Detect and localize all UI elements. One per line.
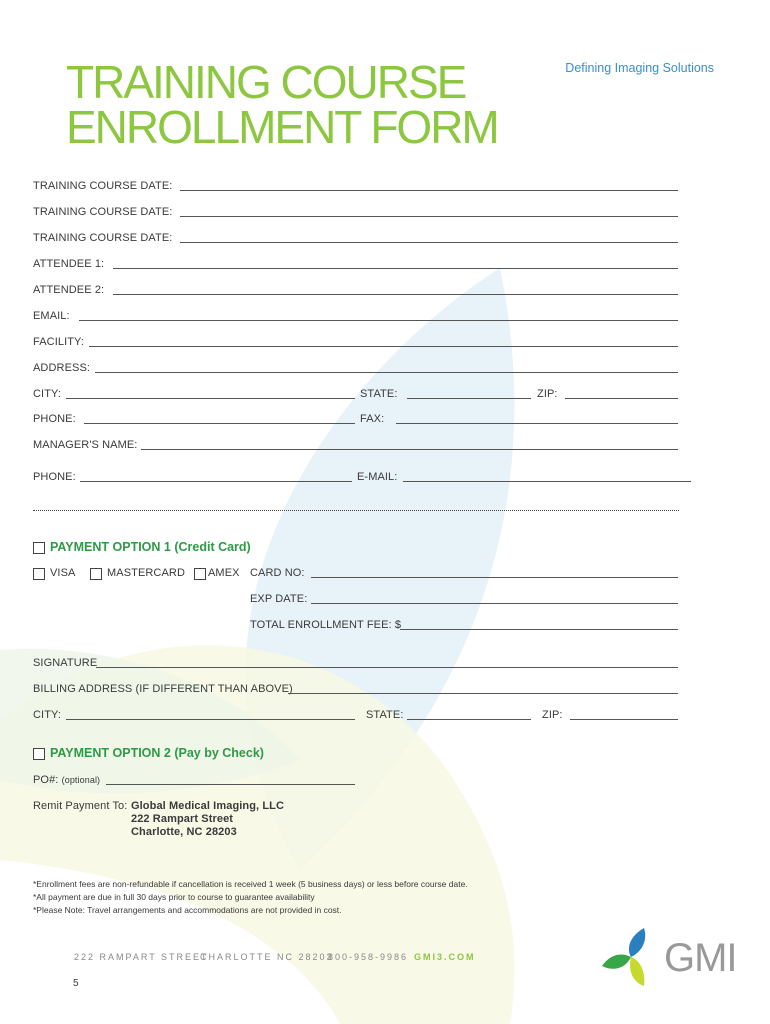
title-line-1: TRAINING COURSE — [66, 56, 466, 108]
manager-phone-field[interactable] — [80, 481, 352, 482]
manager-name-label: MANAGER'S NAME: — [33, 439, 138, 451]
footer-website[interactable]: GMI3.COM — [414, 952, 476, 962]
visa-checkbox[interactable] — [33, 568, 45, 580]
po-field[interactable] — [106, 784, 355, 785]
footer-phone: 800-958-9986 — [328, 952, 409, 962]
attendee-2-label: ATTENDEE 2: — [33, 284, 105, 296]
footnotes — [33, 878, 468, 917]
manager-email-label: E-MAIL: — [357, 471, 398, 483]
remit-street: 222 Rampart Street — [131, 813, 234, 825]
address-field[interactable] — [95, 372, 678, 373]
fax-label: FAX: — [360, 413, 385, 425]
gmi-logo-text: GMI — [664, 936, 737, 980]
zip-field[interactable] — [565, 398, 678, 399]
footnote-3: *Please Note: Travel arrangements and accommodations are not provided in cost. — [33, 905, 342, 915]
course-date-3-label: TRAINING COURSE DATE: — [33, 232, 173, 244]
remit-label: Remit Payment To: — [33, 800, 128, 812]
billing-state-label: STATE: — [366, 709, 404, 721]
po-label: PO#: — [33, 774, 59, 786]
course-date-3-field[interactable] — [180, 242, 678, 243]
billing-state-field[interactable] — [407, 719, 531, 720]
po-label-group — [33, 774, 100, 786]
exp-date-label: EXP DATE: — [250, 593, 308, 605]
address-label: ADDRESS: — [33, 362, 91, 374]
section-divider — [33, 510, 679, 511]
visa-label: VISA — [50, 567, 76, 579]
total-fee-field[interactable] — [400, 629, 678, 630]
billing-address-label: BILLING ADDRESS (IF DIFFERENT THAN ABOVE) — [33, 683, 293, 695]
signature-label: SIGNATURE — [33, 657, 98, 669]
state-field[interactable] — [407, 398, 531, 399]
course-date-2-label: TRAINING COURSE DATE: — [33, 206, 173, 218]
exp-date-field[interactable] — [311, 603, 678, 604]
footer-city: CHARLOTTE NC 28203 — [200, 952, 334, 962]
remit-company: Global Medical Imaging, LLC — [131, 800, 285, 812]
course-date-2-field[interactable] — [180, 216, 678, 217]
remit-city: Charlotte, NC 28203 — [131, 826, 237, 838]
card-no-label: CARD NO: — [250, 567, 305, 579]
course-date-1-field[interactable] — [180, 190, 678, 191]
billing-city-label: CITY: — [33, 709, 62, 721]
page-number: 5 — [73, 978, 79, 989]
attendee-2-field[interactable] — [113, 294, 678, 295]
billing-zip-field[interactable] — [570, 719, 678, 720]
mastercard-checkbox[interactable] — [90, 568, 102, 580]
manager-name-field[interactable] — [141, 449, 678, 450]
phone-field[interactable] — [84, 423, 355, 424]
payment-option-2-heading: PAYMENT OPTION 2 (Pay by Check) — [50, 746, 264, 760]
attendee-1-field[interactable] — [113, 268, 678, 269]
footnote-1: *Enrollment fees are non-refundable if cancellation is received 1 week (5 business days) or less before course date. — [33, 879, 468, 889]
manager-email-field[interactable] — [403, 481, 691, 482]
card-no-field[interactable] — [311, 577, 678, 578]
city-field[interactable] — [66, 398, 355, 399]
total-fee-label: TOTAL ENROLLMENT FEE: $ — [250, 619, 402, 631]
title-line-2: ENROLLMENT FORM — [66, 101, 498, 153]
zip-label: ZIP: — [537, 388, 558, 400]
payment-option-1-checkbox[interactable] — [33, 542, 45, 554]
facility-field[interactable] — [89, 346, 678, 347]
fax-field[interactable] — [396, 423, 678, 424]
amex-label: AMEX — [208, 567, 240, 579]
gmi-logo-icon — [600, 926, 662, 988]
footer-street: 222 RAMPART STREET — [74, 952, 209, 962]
po-optional-label: (optional) — [61, 775, 101, 785]
billing-city-field[interactable] — [66, 719, 355, 720]
tagline: Defining Imaging Solutions — [565, 61, 714, 75]
email-label: EMAIL: — [33, 310, 70, 322]
payment-option-1-heading: PAYMENT OPTION 1 (Credit Card) — [50, 540, 251, 554]
course-date-1-label: TRAINING COURSE DATE: — [33, 180, 173, 192]
footnote-2: *All payment are due in full 30 days prior to course to guarantee availability — [33, 892, 315, 902]
amex-checkbox[interactable] — [194, 568, 206, 580]
facility-label: FACILITY: — [33, 336, 85, 348]
email-field[interactable] — [79, 320, 678, 321]
billing-address-field[interactable] — [288, 693, 678, 694]
billing-zip-label: ZIP: — [542, 709, 563, 721]
payment-option-2-checkbox[interactable] — [33, 748, 45, 760]
city-label: CITY: — [33, 388, 62, 400]
state-label: STATE: — [360, 388, 398, 400]
mastercard-label: MASTERCARD — [107, 567, 186, 579]
signature-field[interactable] — [96, 667, 678, 668]
page-title — [66, 56, 498, 153]
attendee-1-label: ATTENDEE 1: — [33, 258, 105, 270]
remit-address — [131, 800, 284, 839]
phone-label: PHONE: — [33, 413, 76, 425]
manager-phone-label: PHONE: — [33, 471, 76, 483]
